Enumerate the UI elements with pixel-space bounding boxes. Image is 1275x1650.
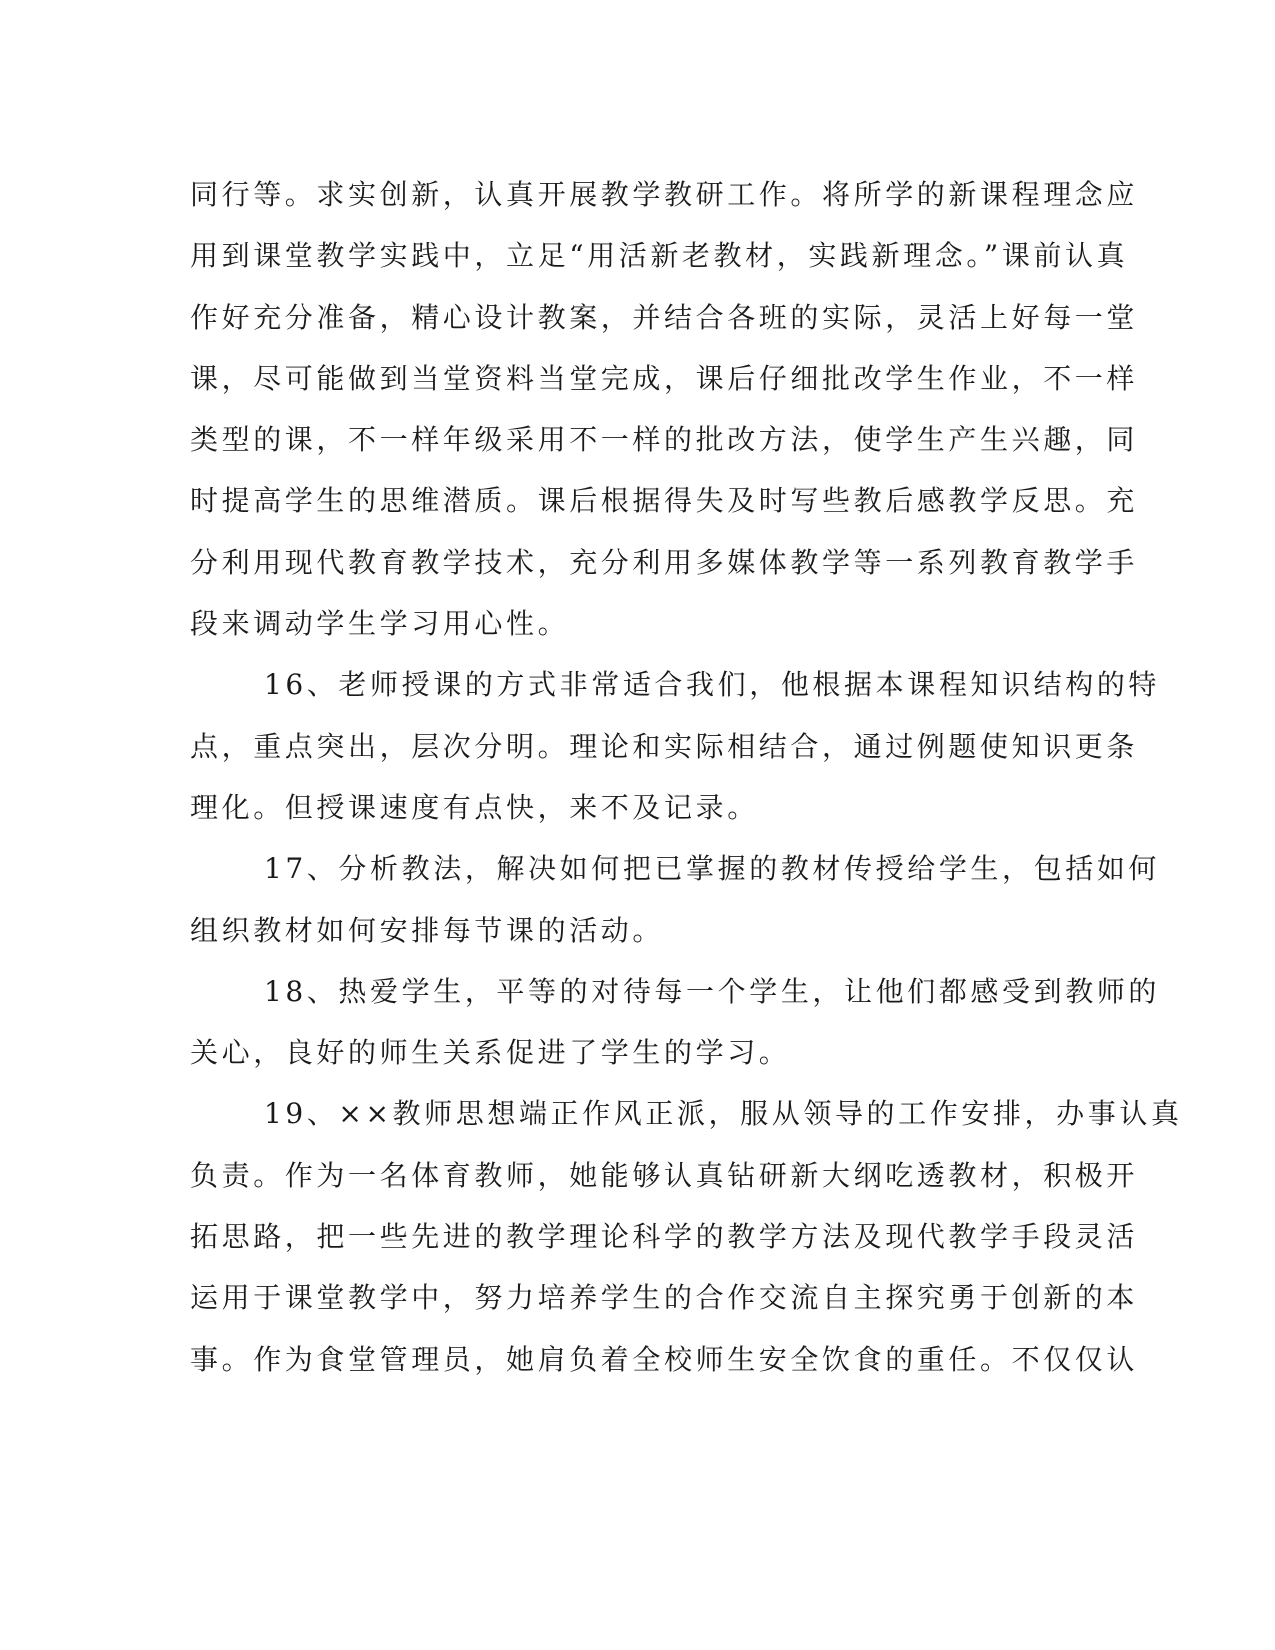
text-line: 点，重点突出，层次分明。理论和实际相结合，通过例题使知识更条 [190,729,1139,763]
text-line: 用到课堂教学实践中，立足“用活新老教材，实践新理念。”课前认真 [190,239,1129,273]
text-line: 同行等。求实创新，认真开展教学教研工作。将所学的新课程理念应 [190,178,1139,211]
text-line: 事。作为食堂管理员，她肩负着全校师生安全饮食的重任。不仅仅认 [190,1342,1139,1376]
text-line: 负责。作为一名体育教师，她能够认真钻研新大纲吃透教材，积极开 [190,1158,1139,1192]
text-line: 17、分析教法，解决如何把已掌握的教材传授给学生，包括如何 [264,852,1161,886]
text-line: 分利用现代教育教学技术，充分利用多媒体教学等一系列教育教学手 [190,545,1139,579]
text-line: 作好充分准备，精心设计教案，并结合各班的实际，灵活上好每一堂 [190,300,1139,334]
text-line: 拓思路，把一些先进的教学理论科学的教学方法及现代教学手段灵活 [190,1220,1139,1254]
text-line: 运用于课堂教学中，努力培养学生的合作交流自主探究勇于创新的本 [190,1281,1139,1315]
text-line: 关心，良好的师生关系促进了学生的学习。 [190,1036,791,1070]
text-line: 段来调动学生学习用心性。 [190,607,570,641]
text-line: 19、××教师思想端正作风正派，服从领导的工作安排，办事认真 [264,1097,1183,1131]
document-body [190,164,1183,1390]
text-line: 类型的课，不一样年级采用不一样的批改方法，使学生产生兴趣，同 [190,423,1139,457]
text-line: 18、热爱学生，平等的对待每一个学生，让他们都感受到教师的 [264,974,1161,1008]
text-line: 16、老师授课的方式非常适合我们，他根据本课程知识结构的特 [264,668,1161,702]
text-line: 课，尽可能做到当堂资料当堂完成，课后仔细批改学生作业，不一样 [190,361,1139,395]
text-line: 组织教材如何安排每节课的活动。 [190,913,665,947]
text-line: 理化。但授课速度有点快，来不及记录。 [190,790,759,824]
text-line: 时提高学生的思维潜质。课后根据得失及时写些教后感教学反思。充 [190,484,1139,518]
